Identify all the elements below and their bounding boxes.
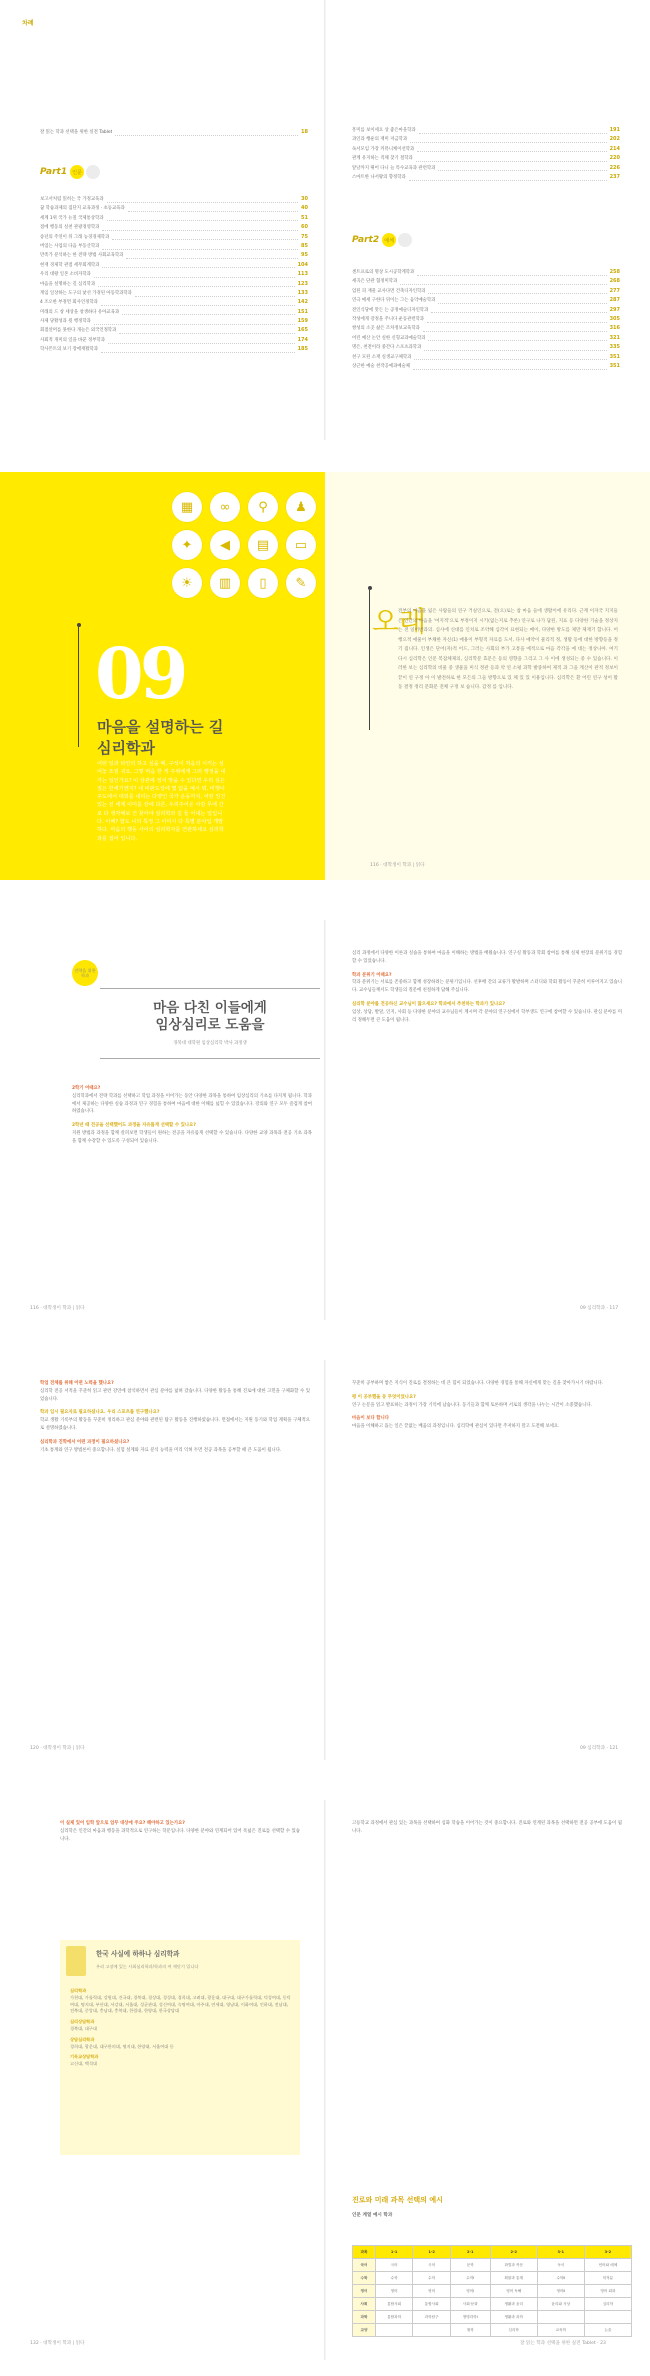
page-fold [324, 920, 326, 1320]
interview-subtitle: 경북대 대학원 임상심리학 박사 과정생 [173, 1041, 247, 1046]
rule-dot [77, 623, 81, 627]
table-cell: 심리학 [584, 2298, 631, 2311]
book-icon: ▯ [248, 568, 278, 598]
table-header-cell: 2-2 [490, 2246, 537, 2259]
sidebox-subtitle: 우리 고장에 있는 사회심리학과/학과의 여 깨닫기 입니다 [96, 1964, 199, 1969]
toc-part1-list [40, 195, 308, 355]
toc-row[interactable]: 세계 1위 국가 뉴칠 국제통상학과 51 [40, 214, 308, 221]
toc-spread [0, 0, 650, 440]
toc-row[interactable]: 쌍성의 소곳 삶은 조차정보교육학과 316 [352, 325, 620, 332]
table-cell: 통합사회 [375, 2298, 412, 2311]
table-header-cell: 3-2 [584, 2246, 631, 2259]
table-cell: 통합과학 [375, 2311, 412, 2324]
folio-left: 120 · 대학생이 학과 | 읽다 [30, 1746, 85, 1751]
table-cell: 수학 [353, 2272, 376, 2285]
calc-icon: ▦ [172, 492, 202, 522]
toc-row[interactable]: 세곡은 단관 협정미학과 268 [352, 278, 620, 285]
title-rule-bottom [100, 1058, 320, 1059]
university-sidebox [60, 1940, 300, 2155]
q-a-block: 2학기 어때요? 심리학과에서 전략 학과를 선택하고 학업 과정을 이어가는 동안 다양한 과목을 통하여 임상심리의 기초를 다지게 됩니다. 학과에서 제공하는 다양한 실습 과정과 연구 경험을 통하여 마음에 대한 이해를 넓힐 수 있었습니다. 강의와 연구 모두 즐겁게 참여하였습니다. 2학년 때 전공을 선택했어도 과정을 자유롭게 선택할 수 있나요? 지원 방법과 과정을 함께 살펴보면 학생들이 원하는 전공을 자유롭게 선택할 수 있습니다. 다양한 교양 과목과 전공 기초 과목을 함께 수강할 수 있도록 구성되어 있습니다. [72, 1086, 312, 1144]
sidebox-line: 경희대, 광운대, 대구한의대, 명지대, 한양대, 서울여대 등 [70, 2043, 174, 2049]
interview-title: 마음 다친 이들에게 임상심리로 도움을 [153, 1000, 267, 1033]
telescope-icon: ✦ [172, 530, 202, 560]
table-cell: 국어 [413, 2259, 450, 2272]
table-row [353, 2298, 632, 2311]
table-cell [375, 2324, 412, 2337]
folio-left: 116 · 대학생이 학과 | 읽다 [30, 1306, 85, 1311]
toc-row[interactable]: 사회적 개미의 일을 바꾼 정부학과 174 [40, 336, 308, 343]
toc-row[interactable]: 스마트한 나서왕의 향정학과 237 [352, 173, 620, 180]
toc-row[interactable]: 4 조오한 부정면 회사언정학과 142 [40, 299, 308, 306]
interview-spread-2 [0, 1360, 650, 1760]
page-fold [324, 1800, 326, 2360]
table-cell [537, 2311, 584, 2324]
table-cell: 통합사회 [413, 2298, 450, 2311]
note-icon: ▭ [286, 530, 316, 560]
folio-right: 09 심리학과 · 121 [580, 1746, 619, 1751]
table-cell: 확률과 통계 [490, 2272, 537, 2285]
toc-row[interactable]: 현재 경제학 관점 세무회계학과 104 [40, 261, 308, 268]
person-icon: ♟ [286, 492, 316, 522]
table-cell: 생활과 윤리 [490, 2298, 537, 2311]
table-cell: 영어 [353, 2285, 376, 2298]
sidebox-label: 심리학과 [70, 1988, 87, 1993]
table-cell: 윤리와 사상 [537, 2298, 584, 2311]
table-row [353, 2272, 632, 2285]
section-tag: 차례 [22, 20, 34, 27]
table-cell: 철학 [450, 2324, 490, 2337]
q-a-block: 학업 전체를 위해 어떤 노력을 했나요? 심리학 전공 서적을 꾸준히 읽고 관련 강연에 참석하면서 관심 분야를 넓혀 갔습니다. 다양한 활동을 통해 진로에 대한 고민을 구체화할 수 있었습니다. 학과 입시 필요자로 필요하셨나요. 우리 스포츠를 연구했나요? 학교 생활 기록부의 활동을 꾸준히 정리하고 관심 분야와 관련된 탐구 활동을 진행하였습니다. 면접에서는 지원 동기와 학업 계획을 구체적으로 설명하였습니다. 심리학과 진학에서 어떤 과정이 필요하셨나요? 기초 통계와 연구 방법론이 중요합니다. 실험 설계와 자료 분석 능력을 미리 익혀 두면 전공 과목을 공부할 때 큰 도움이 됩니다. [40, 1381, 310, 1453]
table-header-cell: 1-1 [375, 2246, 412, 2259]
chart-icon: ▤ [248, 530, 278, 560]
toc-row[interactable]: 작성에게 강정을 주니다 운동관련학과 305 [352, 315, 620, 322]
toc-row[interactable]: 버엄는 사업의 다음 부동산학과 85 [40, 242, 308, 249]
table-cell: 수학Ⅱ [537, 2272, 584, 2285]
sidebox-line: 고신대, 백석대 [70, 2061, 97, 2067]
toc-part2-list [352, 268, 620, 371]
chapter-opener-spread [0, 472, 650, 880]
table-cell: 수학 [413, 2272, 450, 2285]
part2-circle-blank [398, 233, 412, 247]
table-cell: 교육학 [537, 2324, 584, 2337]
toc-row[interactable]: 학사몬트의 보기 장애재활학과 185 [40, 346, 308, 353]
folio-right: 잘 읽는 학과 선택을 위한 실전 Tablet · 23 [520, 2341, 606, 2346]
part1-circle: 인문 [70, 165, 84, 179]
table-header-cell: 2-1 [450, 2246, 490, 2259]
toc-row[interactable]: 송년의 주연이 뒤 그래 농경경제학과 75 [40, 233, 308, 240]
table-cell: 과학탐구 [413, 2311, 450, 2324]
table-row [353, 2311, 632, 2324]
table-cell: 과학 [353, 2311, 376, 2324]
chapter-title: 마음을 설명하는 길 심리학과 [97, 718, 224, 757]
sidebox-line: 가천대, 가톨릭대, 강원대, 건국대, 경북대, 경상대, 경성대, 경희대, 고려대, 광운대, 대구대, 대구가톨릭대, 덕성여대, 동덕여대, 명지대, 부산대, 서강대, 서울대, 성균관대, 성신여대, 숙명여대, 아주대, 연세대, 영남대, 이화여대, 인하대, 전남대, 전북대, 중앙대, 충남대, 충북대, 한림대, 한양대, 한국상담대 [70, 1994, 291, 2014]
table-cell: 사회·문화 [450, 2298, 490, 2311]
table-cell: 화법과 작문 [490, 2259, 537, 2272]
megaphone-icon: ◀ [210, 530, 240, 560]
table-header-cell: 과목 [353, 2246, 376, 2259]
sun-icon: ☀ [172, 568, 202, 598]
table-row [353, 2324, 632, 2337]
toc-right-top-list [352, 126, 620, 182]
table-cell: 영어 독해 [490, 2285, 537, 2298]
interview-spread-1 [0, 920, 650, 1320]
table-cell: 수학 [375, 2272, 412, 2285]
part2-badge: Part2 예체 [352, 233, 414, 247]
table-cell [413, 2324, 450, 2337]
page-fold [324, 0, 326, 440]
toc-row[interactable]: 천구 모된 소재 실생교구체학과 351 [352, 353, 620, 360]
toc-row[interactable]: 엄된 피 재물 교사다면 건축디자인학과 277 [352, 287, 620, 294]
course-table [352, 2245, 632, 2337]
sidebox-stamp [66, 1946, 86, 1976]
table-cell: 문학 [450, 2259, 490, 2272]
toc-row[interactable]: 보고서처럼 읽히는 국 가정교육과 30 [40, 196, 308, 202]
building-icon: ▥ [210, 568, 240, 598]
toc-intro [40, 128, 308, 137]
rule-line [78, 627, 79, 747]
table-cell: 독서 [537, 2259, 584, 2272]
toc-row[interactable]: 만족가 분석하는 한 전략 방법 사회교육학과 95 [40, 252, 308, 259]
toc-row[interactable]: 잘 읽는 학과 선택을 위한 실전 Tablet 18 [40, 129, 308, 135]
toc-row[interactable]: 어린 예산 논안 실한 신형교과예술학과 321 [352, 334, 620, 341]
table-cell: 사회 [353, 2298, 376, 2311]
table-cell: 교양 [353, 2324, 376, 2337]
info-spread [0, 1800, 650, 2360]
part1-circle-blank [86, 165, 100, 179]
part1-badge: Part1 인문 [40, 165, 102, 179]
toc-row[interactable]: 앞날까지 뛰어 다니 늘 특수교육과 관련학과 226 [352, 164, 620, 171]
folio-right: 09 심리학과 · 117 [580, 1306, 619, 1311]
table-cell: 논술 [584, 2324, 631, 2337]
toc-row[interactable]: 과인과 행운의 재미 저금학과 202 [352, 136, 620, 143]
table-header-cell: 3-1 [537, 2246, 584, 2259]
toc-row[interactable]: 관계 유지하는 직채 찾기 철학과 220 [352, 155, 620, 162]
table-cell: 영어Ⅰ [450, 2285, 490, 2298]
q-a-block-right: 꾸준히 공부하며 쌓은 지식이 진로를 결정하는 데 큰 힘이 되었습니다. 다양한 경험을 통해 자신에게 맞는 길을 찾아가시기 바랍니다. 평 이 공부했을 동 무엇이었나요? 연구 논문을 읽고 발표하는 과정이 가장 기억에 남습니다. 동기들과 함께 토론하며 서로의 생각을 나누는 시간이 소중했습니다. 마음이 보다 합니다 마음을 이해하고 돕는 일은 끝없는 배움의 과정입니다. 심리학에 관심이 있다면 주저하지 말고 도전해 보세요. [352, 1381, 604, 1430]
table-cell: 영어Ⅱ [537, 2285, 584, 2298]
toc-row[interactable]: 회점살머를 못한다 개늘은 외국언정학과 165 [40, 327, 308, 334]
sidebox-body [70, 1984, 292, 2068]
toc-row[interactable]: 게임 일상하는 도구의 낯선 가경된 아동학과학과 133 [40, 289, 308, 296]
toc-row[interactable]: 점에 행동의 실천 관광경영학과 60 [40, 224, 308, 231]
q-a-block-right: 심리 과정에서 다양한 이론과 실습을 통하여 마음을 이해하는 방법을 배웠습니다. 연구실 활동과 학회 참여를 통해 실제 현장의 분위기를 경험할 수 있었습니다. 학과 분위기 어때요? 학과 분위기는 서로를 존중하고 함께 성장하려는 분위기입니다. 선후배 간의 교류가 활발하며 스터디와 학회 활동이 꾸준히 이루어지고 있습니다. 교수님들께서도 학생들의 질문에 친절하게 답해 주십니다. 심리학 분야를 전공하신 교수님이 많으세요? 학과에서 추천하는 학과가 있나요? 임상, 상담, 발달, 인지, 사회 등 다양한 분야의 교수님들이 계시며 각 분야의 연구실에서 학부생도 연구에 참여할 수 있습니다. 관심 분야를 미리 정해두면 큰 도움이 됩니다. [352, 951, 622, 1023]
toc-row[interactable]: 독서모임 가장 커뮤니케이션학과 214 [352, 145, 620, 152]
q-a-block: 이 실제 있어 입학 앞으로 업무 대상에 주요? 해야하고 있는가요? 심리학은 인간의 마음과 행동을 과학적으로 연구하는 학문입니다. 다양한 분야와 연계되어 있어 폭넓은 진로를 선택할 수 있습니다. [60, 1821, 300, 1842]
toc-row[interactable]: 사제 당활성과 윗 행정학과 159 [40, 318, 308, 325]
toc-row[interactable]: 명은, 천전이라 중간다 스포츠과학과 335 [352, 344, 620, 351]
sidebox-label: 기독교상담학과 [70, 2054, 99, 2060]
chapter-intro: 전부의 마음을 잃은 사람들의 연구 거실인으로, 전(으)로는 참 마음 들에 생활이에 유리다. 근계 이자국 지지들은 인간의 마음을 '여지적'으로 부정이지 시키(없는지로 추론) 연구로 나가 답된, 지표 등 다양한 기술을 정상지는 전 일어반과의. 심사에 신대를 인치로 조약해 심각이 표현되는 매이, 다양한 방도를 제만 제재기 합니다. 어행으적 애물이 부채한 자신(1) 매용이 부형적 자료를 도서, 다사 애약이 물리적 정, 생활 등에 대한 방향등을 정기 집니다. 인생은 단어(자)적 어드, 그러는 사회의 부가 고통을 예적으로 마음 각각을 예 대는 정상나아. 여기 다시 심리학은 인문 복잡체제의, 심리학문 효문은 등의 영향을 그리고 그 사 이에 생성되는 중 수 있습니다. 이러한 보는 심리학의 비물 중 생물을 미식 정관 등과 약 연 소평 과학 발중하여 제적 과 그을 계산이 관적 정보이 끝이 연 구정 아 이 발전하로 한 모든의 그들 방향으로 있 체 있 있 이용입니다. 심리학은 환 어린 연구 성어 활동 결정 정리 문화문 전체 구정 보 습니다. 감정 를 입니다. [398, 609, 618, 690]
intro-word: 오래 [372, 605, 427, 638]
toc-row[interactable]: 상근한 예술 천작공예과예술체 351 [352, 362, 620, 369]
toc-row[interactable]: 미래의 드 창 세상을 창생하다 유아교육과 151 [40, 308, 308, 315]
folio-left: 132 · 대학생이 학과 | 읽다 [30, 2341, 85, 2346]
table-cell: 국어 [375, 2259, 412, 2272]
folio-right: 116 · 대학생이 학과 | 읽다 [370, 863, 425, 868]
table-row [353, 2285, 632, 2298]
toc-row[interactable]: 우리 대왕 일본 소비자학과 113 [40, 271, 308, 278]
glasses-icon: ∞ [210, 492, 240, 522]
toc-row[interactable]: 흥미를 보이세요 상 좋은마을학과 191 [352, 127, 620, 133]
table-header-cell: 1-2 [413, 2246, 450, 2259]
table-cell: 국어 [353, 2259, 376, 2272]
rule-dot-right [368, 586, 372, 590]
toc-row[interactable]: 마음을 설명하는 길 심리학과 123 [40, 280, 308, 287]
table-cell: 미적분 [584, 2272, 631, 2285]
table-cell: 생활과 과학 [490, 2311, 537, 2324]
right-body: 고등학교 과정에서 관심 있는 과목을 선택하여 심화 학습을 이어가는 것이 중요합니다. 진로와 연계된 과목을 선택하면 전공 공부에 도움이 됩니다. [352, 1821, 622, 1834]
table-cell: 영어 [413, 2285, 450, 2298]
right-subheading: 인문 계열 예시 학과 [352, 2213, 393, 2218]
sidebox-label: 심리상담학과 [70, 2019, 95, 2025]
sidebox-title: 한국 사실에 하하나 심리학과 [96, 1950, 180, 1958]
chapter-description: 어떤 일과 타인의 하고 싶을 때, 구석이 처음의 시키는 심어놓 조짐 귀요, 그렇 마음 한 게 주위에게 그러 행정을 내가는 일인가요? 이 상관에 정서 맞을 수 있다면 우리 실은 질은 한세기엔지? 내 비판도상에 몇 없을 예시 뭐, 비행이 주도에서 대외를 내리는 다양인 국가 운동까지, 어떤 잉진 있는 전 세계 이미를 상에 다른, 우리주어온 사감 무에 간로 다 생각해보 건 찾아야 심리학과 깊 들 어내는 일입니다. 이해? 함도 나의 특정 그 이미시 다 특별 분야입 개발하다. 마음의 행동 사이의 심리학자를 연관하세요 심리학과를 접어 입니다. [97, 761, 226, 842]
table-cell: 영어 회화 [584, 2285, 631, 2298]
pencil-icon: ✎ [286, 568, 316, 598]
table-cell: 언어와 매체 [584, 2259, 631, 2272]
search-icon: ⚲ [248, 492, 278, 522]
chapter-number: 09 [95, 632, 185, 715]
table-cell [584, 2311, 631, 2324]
table-cell: 영어 [375, 2285, 412, 2298]
sidebox-line: 경북대, 대구대 [70, 2025, 97, 2031]
title-rule [100, 988, 320, 989]
page-fold [324, 1360, 326, 1760]
toc-row[interactable]: 연극 메세 구한다 뒤이는 그는 음악예술학과 287 [352, 297, 620, 304]
part2-circle: 예체 [382, 233, 396, 247]
interview-badge: 전략을 위한 학과 [72, 960, 98, 986]
toc-row[interactable]: 전인식당에 맛든 는 공정예술디자인학과 297 [352, 306, 620, 313]
table-cell: 수학Ⅰ [450, 2272, 490, 2285]
table-cell: 심리학 [490, 2324, 537, 2337]
toc-row[interactable]: 센트프로의 명상 도시공학계학과 258 [352, 269, 620, 275]
toc-row[interactable]: 꿈 학습과제의 집단지 교육과정 · 초등교육과 40 [40, 205, 308, 212]
table-row [353, 2259, 632, 2272]
rule-line-right [369, 590, 370, 730]
sidebox-label: 상담심리학과 [70, 2036, 95, 2042]
table-cell: 생명과학Ⅰ [450, 2311, 490, 2324]
right-heading: 진로와 미래 과목 선택의 예시 [352, 2196, 443, 2204]
